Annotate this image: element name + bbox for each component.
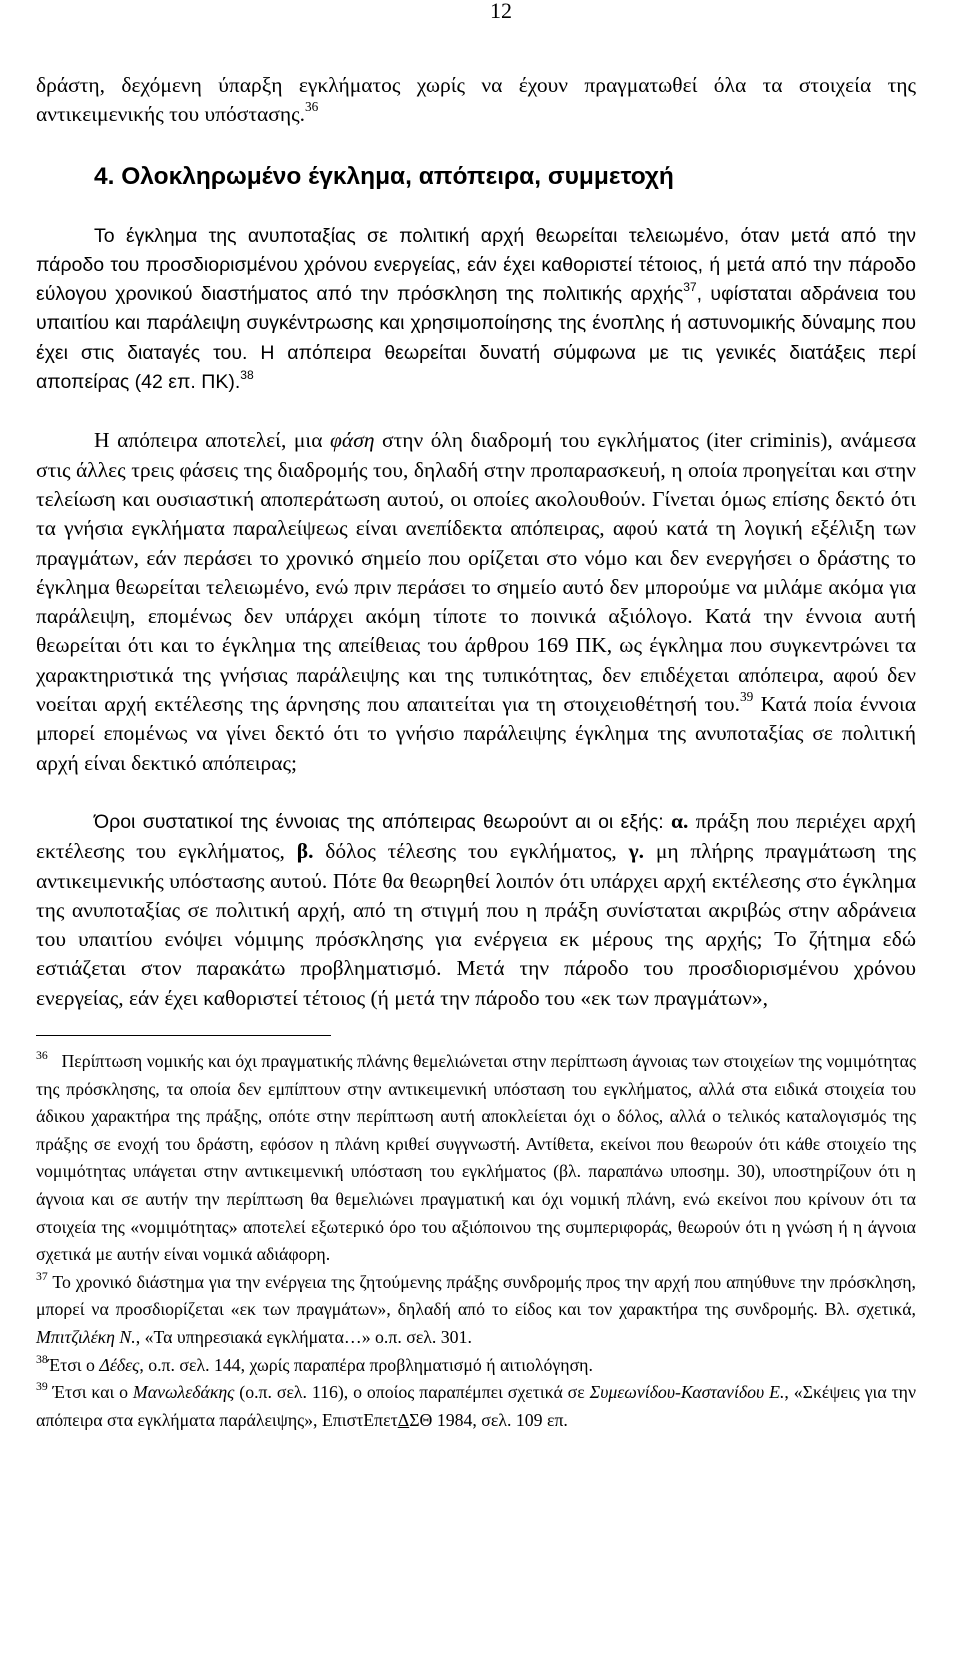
footnote-text: Το χρονικό διάστημα για την ενέργεια της ζητούμενης πράξης συνδρομής προς την αρχή που απηύθυνε την πρόσκληση, μπορεί να προσδιορίζεται «εκ των πραγμάτων», δηλαδή από το είδος και τον χαρακτήρα της συνδρομής. Βλ. σχετικά, <box>36 1271 917 1320</box>
paragraph-text: στην όλη διαδρομή του εγκλήματος (iter criminis), ανάμεσα στις άλλες τρεις φάσεις της διαδρομής του, δηλαδή στην προπαρασκευή, η οποία προηγείται και στην τελείωση και ουσιαστική αποπεράτωση αυτού, οι οποίες ακολουθούν. Γίνεται όμως επίσης δεκτό ότι τα γνήσια εγκλήματα παραλείψεως είναι ανεπίδεκτα απόπειρας, αφού κατά τη λογική εξέλιξη των πραγμάτων, εάν περάσει το χρονικό σημείο που ορίζεται στο νόμο και δεν ενεργήσει ο δράστης το έγκλημα θεωρείται τελειωμένο, ενώ πριν περάσει το σημείο αυτό δεν μπορούμε να μιλάμε ακόμα για παράλειψη, επομένως δεν υπάρχει ακόμη τίποτε το ποινικά αξιόλογο. Κατά την έννοια αυτή θεωρείται ότι και το έγκλημα της απείθειας του άρθρου 169 ΠΚ, ως έγκλημα που συγκεντρώνει τα χαρακτηριστικά της γνήσιας παράλειψης και της τυπικότητας, δεν επιδέχεται απόπειρα, αφού δεν νοείται αρχή εκτέλεσης της άρνησης που απαιτείται για τη στοιχειοθέτησή του. <box>36 428 916 717</box>
footnote-author: Μπιτζιλέκη Ν. <box>36 1326 136 1347</box>
paragraph-completed-crime <box>36 222 916 398</box>
footnote-ref-36: 36 <box>304 99 319 115</box>
footnote-text: Έτσι ο <box>47 1354 95 1375</box>
footnote-text: Έτσι και ο <box>52 1382 129 1403</box>
footnote-ref-37: 37 <box>683 280 697 295</box>
footnote-text: , «Τα υπηρεσιακά εγκλήματα…» ο.π. σελ. 301. <box>135 1326 472 1347</box>
footnote-39 <box>36 1379 916 1434</box>
paragraph-text: δόλος τέλεσης του εγκλήματος, <box>325 839 617 864</box>
paragraph-text: πράξη που περιέχει αρχή εκτέλεσης του εγκλήματος, <box>36 808 917 864</box>
footnote-37 <box>36 1269 916 1352</box>
section-heading: 4. Ολοκληρωμένο έγκλημα, απόπειρα, συμμετοχή <box>94 162 674 190</box>
list-label-c: γ. <box>628 839 644 864</box>
footnote-underlined-letter: Δ <box>397 1409 410 1430</box>
paragraph-text: , υφίσταται αδράνεια του υπαιτίου και παράλειψη συγκέντρωσης και χρησιμοποίησης της ένοπλης ή αστυνομικής δύναμης που έχει στις διαταγές του. Η απόπειρα θεωρείται δυνατή σύμφωνα με τις γενικές διατάξεις περί αποπείρας (42 επ. ΠΚ). <box>36 283 916 394</box>
footnote-author: Δέδες <box>99 1354 140 1375</box>
footnote-author: Μανωλεδάκης <box>132 1382 235 1403</box>
list-label-a: α. <box>670 808 689 833</box>
footnote-text: , ο.π. σελ. 144, χωρίς παραπέρα προβληματισμό ή αιτιολόγηση. <box>139 1354 593 1375</box>
footnotes <box>36 1048 916 1434</box>
continuation-text: δράστη, δεχόμενη ύπαρξη εγκλήματος χωρίς να έχουν πραγματωθεί όλα τα στοιχεία της αντικειμενικής του υπόστασης. <box>36 73 916 127</box>
footnote-text: Περίπτωση νομικής και όχι πραγματικής πλάνης θεμελιώνεται στην περίπτωση άγνοιας των στοιχείων της νομιμότητας της πρόσκλησης, τα οποία δεν εμπίπτουν στην αντικειμενική υπόσταση του εγκλήματος, αλλά στα ειδικά στοιχεία του άδικου χαρακτήρα της πράξης, οπότε στην περίπτωση αυτή αποκλείεται όχι ο δόλος, αλλά ο τελικός καταλογισμός της πράξης σε ενοχή του δράστη, εφόσον η πλάνη κριθεί συγγνωστή. Αντίθετα, εκείνοι που θεωρούν ότι κάθε στοιχείο της νομιμότητας υπάγεται στην αντικειμενική υπόσταση του εγκλήματος (βλ. παραπάνω υποσημ. 30), υποστηρίζουν ότι η άγνοια και σε αυτήν την περίπτωση θα θεμελιώνει πραγματική και όχι νομική πλάνη, ενώ εκείνοι που κρίνουν ότι τα στοιχεία της «νομιμότητας» αποτελεί εξωτερικό όρο του αξιόποινου της συμπεριφοράς, θεωρούν ότι η γνώση ή η άγνοια σχετικά με αυτήν είναι νομικά αδιάφορη. <box>36 1051 916 1265</box>
paragraph-text: Πότε θα θεωρηθεί λοιπόν ότι υπάρχει αρχή εκτέλεσης στο έγκλημα της ανυποταξίας σε πολιτική αρχή, από τη στιγμή που η πράξη συνίσταται ακριβώς στην αδράνεια του υπαιτίου ενόψει νόμιμης πρόσκλησης για ενέργεια εκ μέρους της αρχής; Το ζήτημα εδώ εστιάζεται στον παρακάτω προβληματισμό. Μετά την πάροδο του προσδιορισμένου χρόνου ενεργείας, εάν έχει καθοριστεί τέτοιος (ή μετά την πάροδο του «εκ των πραγμάτων», <box>36 868 917 1010</box>
footnote-text: (ο.π. σελ. 116), ο οποίος παραπέμπει σχετικά σε <box>239 1382 585 1403</box>
footnote-number: 38 <box>36 1352 48 1366</box>
continuation-paragraph <box>36 71 916 130</box>
footnote-text: , «Σκέψεις για την απόπειρα στα εγκλήματα παράλειψης», ΕπιστΕπετ <box>36 1382 917 1430</box>
footnote-text: ΣΘ 1984, σελ. 109 επ. <box>409 1409 568 1430</box>
body-text <box>36 71 916 1013</box>
paragraph-text: Η απόπειρα αποτελεί, μια <box>94 428 323 453</box>
emphasis-text: φάση <box>330 428 375 453</box>
list-label-b: β. <box>296 839 314 864</box>
paragraph-text: Το έγκλημα της ανυποταξίας σε πολιτική αρχή θεωρείται τελειωμένο, όταν μετά από την πάροδο του προσδιορισμένου χρόνου ενεργείας, εάν έχει καθοριστεί τέτοιος, ή μετά από την πάροδο εύλογου χρονικού διαστήματος από την πρόσκληση της πολιτικής αρχής <box>36 224 916 306</box>
paragraph-attempt-phase <box>36 426 916 778</box>
paragraph-attempt-conditions <box>36 807 916 1013</box>
footnote-number: 37 <box>36 1269 48 1283</box>
footnote-ref-38: 38 <box>240 368 254 383</box>
paragraph-text: μη πλήρης πραγμάτωση της αντικειμενικής υπόστασης αυτού. <box>36 839 917 893</box>
footnote-number: 39 <box>36 1379 48 1393</box>
footnote-36 <box>36 1048 916 1269</box>
footnote-number: 36 <box>36 1048 48 1062</box>
paragraph-text: Κατά ποία έννοια μπορεί επομένως να γίνει δεκτό ότι το γνήσιο παράλειψης έγκλημα της ανυποταξίας σε πολιτική αρχή είναι δεκτικό απόπειρας; <box>36 692 917 775</box>
page-number: 12 <box>490 0 512 23</box>
footnote-ref-39: 39 <box>739 689 754 705</box>
footnote-38 <box>36 1352 916 1380</box>
footnote-author: Συμεωνίδου-Καστανίδου Ε. <box>589 1382 785 1403</box>
paragraph-text: Όροι συστατικοί της έννοιας της απόπειρας θεωρούντ αι οι εξής: <box>94 810 664 833</box>
